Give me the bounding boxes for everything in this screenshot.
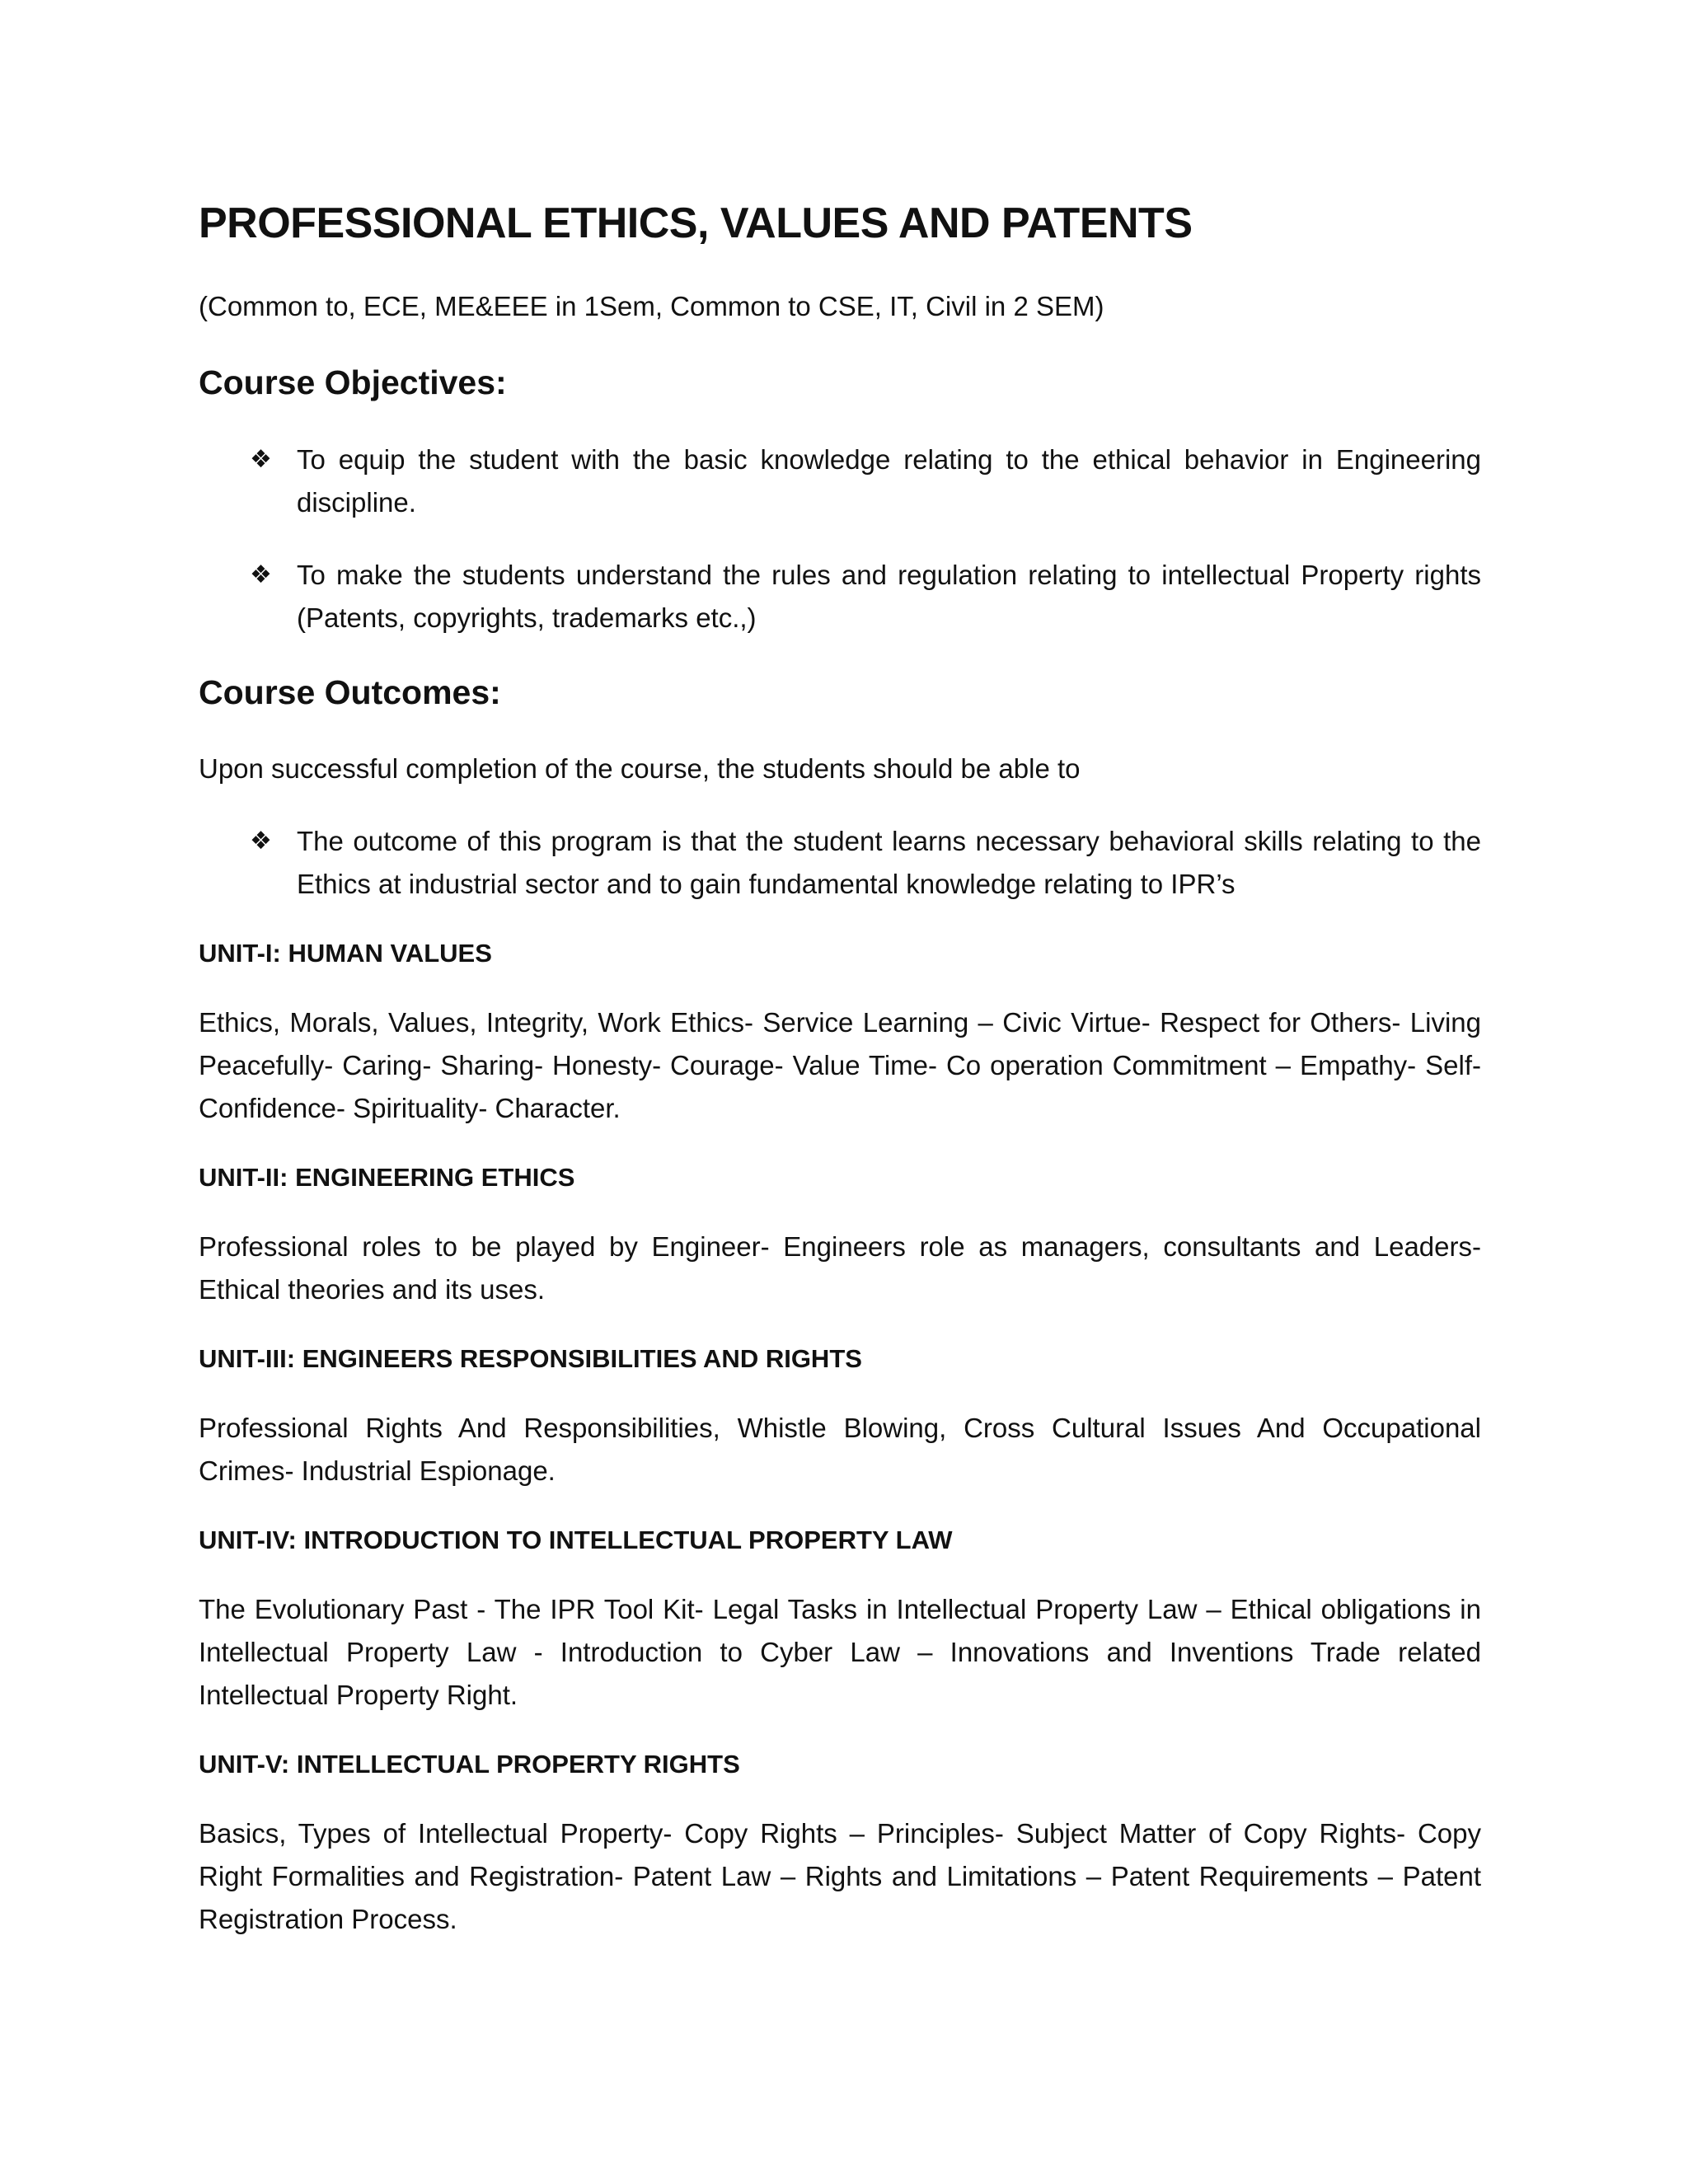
outcome-item	[199, 820, 1481, 906]
unit-4	[199, 1519, 1481, 1717]
unit-body: Ethics, Morals, Values, Integrity, Work Ethics- Service Learning – Civic Virtue- Respect for Others- Living Peacefully- Caring- Sharing- Honesty- Courage- Value Time- Co operation Commitment – Empathy- Self-Confidence- Spirituality- Character.	[199, 1006, 1481, 1123]
objective-text: To make the students understand the rules and regulation relating to intellectual Property rights (Patents, copyrights, trademarks etc.,)	[297, 559, 1481, 633]
outcomes-intro: Upon successful completion of the course, the students should be able to	[199, 752, 1081, 784]
document-page	[199, 198, 1481, 1967]
unit-3	[199, 1338, 1481, 1493]
outcomes-heading: Course Outcomes:	[199, 673, 501, 711]
diamond-bullet-icon: ❖	[250, 826, 272, 855]
outcome-text: The outcome of this program is that the student learns necessary behavioral skills relating to the Ethics at industrial sector and to gain fundamental knowledge relating to IPR’s	[297, 825, 1481, 899]
unit-1	[199, 932, 1481, 1130]
objective-item	[199, 554, 1481, 640]
unit-heading: UNIT-II: ENGINEERING ETHICS	[199, 1162, 575, 1192]
unit-5	[199, 1743, 1481, 1941]
outcomes-list	[199, 820, 1481, 906]
objective-item	[199, 438, 1481, 524]
unit-body: The Evolutionary Past - The IPR Tool Kit- Legal Tasks in Intellectual Property Law – Ethical obligations in Intellectual Property Law - Introduction to Cyber Law – Innovations and Inventions Trade related Intellectual Property Right.	[199, 1593, 1481, 1710]
document-title: PROFESSIONAL ETHICS, VALUES AND PATENTS	[199, 199, 1193, 247]
diamond-bullet-icon: ❖	[250, 444, 272, 474]
diamond-bullet-icon: ❖	[250, 560, 272, 589]
document-subtitle: (Common to, ECE, ME&EEE in 1Sem, Common to CSE, IT, Civil in 2 SEM)	[199, 291, 1104, 322]
unit-heading: UNIT-IV: INTRODUCTION TO INTELLECTUAL PROPERTY LAW	[199, 1525, 953, 1554]
unit-body: Professional roles to be played by Engineer- Engineers role as managers, consultants and Leaders- Ethical theories and its uses.	[199, 1230, 1481, 1305]
objectives-list	[199, 438, 1481, 640]
unit-heading: UNIT-I: HUMAN VALUES	[199, 938, 492, 968]
unit-heading: UNIT-V: INTELLECTUAL PROPERTY RIGHTS	[199, 1749, 740, 1779]
objectives-heading: Course Objectives:	[199, 363, 507, 402]
unit-heading: UNIT-III: ENGINEERS RESPONSIBILITIES AND RIGHTS	[199, 1343, 862, 1373]
objective-text: To equip the student with the basic knowledge relating to the ethical behavior in Engineering discipline.	[297, 443, 1481, 518]
unit-2	[199, 1156, 1481, 1311]
unit-body: Basics, Types of Intellectual Property- Copy Rights – Principles- Subject Matter of Copy Rights- Copy Right Formalities and Registration- Patent Law – Rights and Limitations – Patent Requirements – Patent Registration Process.	[199, 1817, 1481, 1934]
unit-body: Professional Rights And Responsibilities, Whistle Blowing, Cross Cultural Issues And Occupational Crimes- Industrial Espionage.	[199, 1412, 1481, 1486]
